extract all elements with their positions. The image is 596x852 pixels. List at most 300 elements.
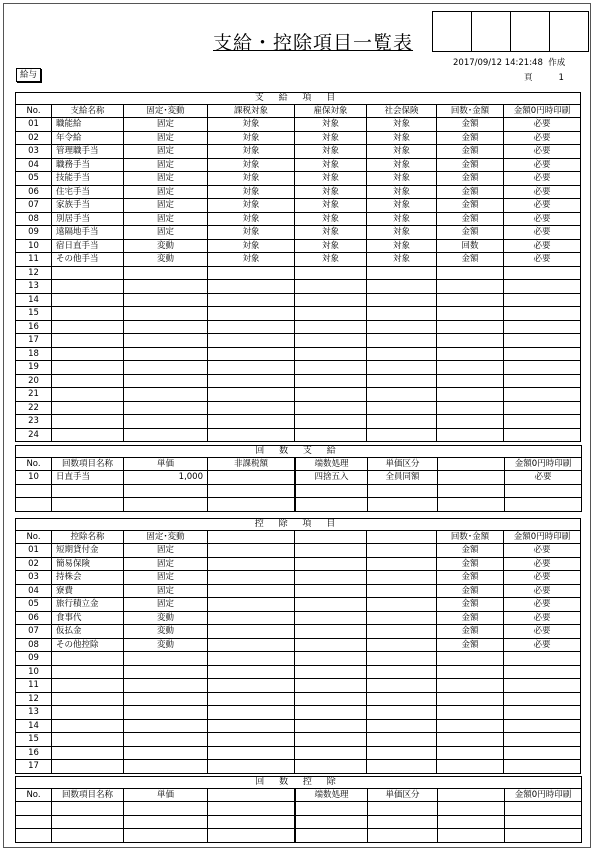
table-cell: 07 <box>16 199 52 213</box>
approval-stamp-boxes <box>432 11 589 52</box>
table-cell: 対象 <box>208 253 295 267</box>
table-cell: 金額 <box>437 226 504 240</box>
table-cell: 08 <box>16 638 52 652</box>
table-cell <box>295 598 367 612</box>
table-cell <box>504 347 581 361</box>
table-cell <box>52 401 124 415</box>
table-cell: 変動 <box>124 239 208 253</box>
table-cell <box>52 746 124 760</box>
created-datetime: 2017/09/12 14:21:48 <box>453 58 543 68</box>
table-cell <box>505 802 582 816</box>
table-cell <box>504 388 581 402</box>
table-cell <box>367 374 437 388</box>
table-cell <box>52 280 124 294</box>
table-cell: 05 <box>16 172 52 186</box>
table-cell: 04 <box>16 158 52 172</box>
table-cell: 10 <box>16 239 52 253</box>
table-cell <box>437 679 504 693</box>
table-cell: 対象 <box>208 199 295 213</box>
table-cell: 対象 <box>295 185 367 199</box>
table-cell <box>52 706 124 720</box>
table-cell <box>504 334 581 348</box>
table-cell <box>208 484 295 498</box>
table-cell <box>208 638 295 652</box>
table-cell <box>124 428 208 442</box>
table-cell <box>295 280 367 294</box>
table-row <box>16 347 581 361</box>
table-cell: 固定 <box>124 172 208 186</box>
table-row <box>16 158 581 172</box>
column-header: 端数処理 <box>296 788 368 802</box>
table-cell <box>504 415 581 429</box>
table-row <box>16 199 581 213</box>
table-header-row <box>16 788 582 802</box>
table-header-row <box>16 104 581 118</box>
table-cell <box>367 544 437 558</box>
table-row <box>16 611 581 625</box>
table-row <box>16 320 581 334</box>
table-cell <box>367 746 437 760</box>
table-cell <box>295 625 367 639</box>
table-row <box>16 815 582 829</box>
table-cell: 22 <box>16 401 52 415</box>
table-row <box>16 544 581 558</box>
table-cell <box>208 557 295 571</box>
table-cell <box>52 652 124 666</box>
table-cell <box>208 598 295 612</box>
column-header <box>295 530 367 544</box>
table-cell <box>437 652 504 666</box>
table-cell: 10 <box>16 471 52 485</box>
table-cell <box>438 498 505 512</box>
table-cell <box>208 307 295 321</box>
table-cell: 1,000 <box>124 471 208 485</box>
table-cell <box>208 428 295 442</box>
section-caption: 支 給 項 目 <box>16 93 581 105</box>
table-cell <box>295 692 367 706</box>
table-cell <box>504 401 581 415</box>
table-cell <box>437 706 504 720</box>
table-cell <box>16 484 52 498</box>
table-cell: 02 <box>16 131 52 145</box>
table-row <box>16 388 581 402</box>
table-cell <box>124 334 208 348</box>
table-cell <box>208 280 295 294</box>
table-cell: 対象 <box>208 226 295 240</box>
table-row <box>16 145 581 159</box>
table-cell: 対象 <box>208 239 295 253</box>
table-cell <box>367 719 437 733</box>
table-cell: 11 <box>16 679 52 693</box>
table-cell <box>367 280 437 294</box>
table-cell <box>295 401 367 415</box>
table-cell <box>438 471 505 485</box>
table-cell <box>295 746 367 760</box>
table-cell <box>437 293 504 307</box>
table-cell <box>295 611 367 625</box>
table-cell <box>208 401 295 415</box>
table-cell <box>124 320 208 334</box>
column-header: 単価 <box>124 457 208 471</box>
table-cell <box>437 665 504 679</box>
table-cell <box>208 374 295 388</box>
table-cell: 対象 <box>208 118 295 132</box>
table-cell <box>295 320 367 334</box>
table-cell <box>208 498 295 512</box>
table-cell: 金額 <box>437 158 504 172</box>
table-cell: 年令給 <box>52 131 124 145</box>
table-cell: 変動 <box>124 638 208 652</box>
table-cell <box>295 334 367 348</box>
table-cell <box>368 815 438 829</box>
table-cell <box>367 692 437 706</box>
table-cell: 対象 <box>295 253 367 267</box>
table-cell: 日直手当 <box>52 471 124 485</box>
table-cell <box>295 266 367 280</box>
table-cell <box>367 347 437 361</box>
column-header: 単価区分 <box>368 457 438 471</box>
table-cell: 必要 <box>504 638 581 652</box>
table-cell <box>368 484 438 498</box>
table-cell <box>52 266 124 280</box>
column-header: 支給名称 <box>52 104 124 118</box>
table-cell <box>504 293 581 307</box>
table-cell: 14 <box>16 719 52 733</box>
table-cell <box>208 611 295 625</box>
table-row <box>16 239 581 253</box>
table-cell: 対象 <box>367 158 437 172</box>
column-header: 固定･変動 <box>124 530 208 544</box>
table-cell: 管理職手当 <box>52 145 124 159</box>
table-row <box>16 638 581 652</box>
table-cell <box>437 361 504 375</box>
table-cell: 対象 <box>295 226 367 240</box>
deduction-items-table <box>15 518 581 774</box>
table-cell <box>504 760 581 774</box>
column-header: 金額0円時印刷 <box>505 788 582 802</box>
table-cell <box>437 692 504 706</box>
table-cell: 金額 <box>437 131 504 145</box>
table-cell <box>504 719 581 733</box>
table-cell: 対象 <box>208 131 295 145</box>
table-cell: 必要 <box>504 571 581 585</box>
table-cell <box>367 679 437 693</box>
table-cell: 必要 <box>504 625 581 639</box>
table-cell <box>295 706 367 720</box>
table-cell: 18 <box>16 347 52 361</box>
column-header <box>438 457 505 471</box>
table-row <box>16 131 581 145</box>
table-cell <box>208 415 295 429</box>
table-cell: 金額 <box>437 253 504 267</box>
table-cell: 変動 <box>124 253 208 267</box>
table-cell <box>52 733 124 747</box>
table-header-row <box>16 457 582 471</box>
table-cell <box>52 760 124 774</box>
table-cell <box>208 266 295 280</box>
payment-count-table <box>15 445 582 512</box>
table-cell <box>208 347 295 361</box>
table-cell: 対象 <box>295 158 367 172</box>
table-cell: 対象 <box>295 131 367 145</box>
table-cell <box>124 733 208 747</box>
table-cell: 住宅手当 <box>52 185 124 199</box>
table-cell <box>367 334 437 348</box>
table-row <box>16 172 581 186</box>
table-cell: 家族手当 <box>52 199 124 213</box>
table-cell <box>295 347 367 361</box>
table-cell <box>367 557 437 571</box>
table-row <box>16 598 581 612</box>
table-cell <box>437 334 504 348</box>
table-cell <box>437 746 504 760</box>
table-cell: 必要 <box>504 598 581 612</box>
table-cell <box>367 307 437 321</box>
table-cell: 対象 <box>295 145 367 159</box>
table-cell <box>295 719 367 733</box>
table-cell: 16 <box>16 320 52 334</box>
table-cell: 対象 <box>295 118 367 132</box>
table-cell: 四捨五入 <box>296 471 368 485</box>
table-cell <box>52 428 124 442</box>
table-cell <box>438 802 505 816</box>
table-cell <box>505 498 582 512</box>
table-cell: 仮払金 <box>52 625 124 639</box>
table-cell: 17 <box>16 334 52 348</box>
table-cell: 対象 <box>367 185 437 199</box>
table-cell: 必要 <box>504 185 581 199</box>
table-cell <box>367 415 437 429</box>
table-cell <box>208 320 295 334</box>
column-header: 控除名称 <box>52 530 124 544</box>
table-cell <box>208 679 295 693</box>
table-cell <box>368 829 438 843</box>
table-cell: 必要 <box>504 199 581 213</box>
table-cell: 07 <box>16 625 52 639</box>
table-header-row <box>16 530 581 544</box>
table-cell: 固定 <box>124 544 208 558</box>
table-cell <box>124 307 208 321</box>
table-cell <box>208 388 295 402</box>
table-cell: 11 <box>16 253 52 267</box>
page-title: 支給・控除項目一覧表 <box>213 32 414 54</box>
table-row <box>16 185 581 199</box>
stamp-box <box>511 12 550 51</box>
table-row <box>16 428 581 442</box>
table-cell: 職務手当 <box>52 158 124 172</box>
table-cell <box>52 815 124 829</box>
table-cell <box>296 815 368 829</box>
table-row <box>16 829 582 843</box>
table-row <box>16 719 581 733</box>
section-caption: 回 数 控 除 <box>16 777 582 789</box>
table-cell <box>504 266 581 280</box>
table-cell <box>124 347 208 361</box>
stamp-box <box>433 12 472 51</box>
column-header: No. <box>16 104 52 118</box>
table-cell <box>367 584 437 598</box>
table-row <box>16 692 581 706</box>
table-cell: 04 <box>16 584 52 598</box>
table-cell <box>52 361 124 375</box>
table-cell: 金額 <box>437 638 504 652</box>
table-cell: 06 <box>16 611 52 625</box>
table-cell <box>367 320 437 334</box>
table-cell <box>124 829 208 843</box>
column-header <box>367 530 437 544</box>
table-cell <box>295 665 367 679</box>
table-row <box>16 802 582 816</box>
column-header: 単価区分 <box>368 788 438 802</box>
table-cell <box>52 347 124 361</box>
table-cell <box>367 388 437 402</box>
table-cell: 08 <box>16 212 52 226</box>
table-cell <box>367 638 437 652</box>
table-cell: 03 <box>16 571 52 585</box>
table-cell <box>296 802 368 816</box>
column-header: 金額0円時印刷 <box>504 530 581 544</box>
table-cell: 12 <box>16 266 52 280</box>
table-cell <box>504 361 581 375</box>
table-cell: 21 <box>16 388 52 402</box>
table-row <box>16 484 582 498</box>
table-cell: 変動 <box>124 625 208 639</box>
table-row <box>16 212 581 226</box>
table-cell <box>124 280 208 294</box>
column-header: 社会保険 <box>367 104 437 118</box>
table-cell: 対象 <box>208 185 295 199</box>
table-cell <box>504 280 581 294</box>
table-cell: 01 <box>16 118 52 132</box>
table-cell <box>52 719 124 733</box>
table-cell: 02 <box>16 557 52 571</box>
table-cell <box>208 802 295 816</box>
table-cell <box>505 829 582 843</box>
table-cell <box>504 746 581 760</box>
table-cell <box>208 544 295 558</box>
table-cell: 金額 <box>437 212 504 226</box>
column-header <box>208 788 295 802</box>
table-row <box>16 665 581 679</box>
table-cell: 必要 <box>504 544 581 558</box>
table-cell: 食事代 <box>52 611 124 625</box>
table-cell <box>52 388 124 402</box>
table-cell <box>368 498 438 512</box>
column-header: No. <box>16 530 52 544</box>
table-cell: 短期貸付金 <box>52 544 124 558</box>
table-cell: 固定 <box>124 131 208 145</box>
table-cell <box>124 415 208 429</box>
column-header: 金額0円時印刷 <box>504 104 581 118</box>
table-cell <box>504 733 581 747</box>
table-cell: 回数 <box>437 239 504 253</box>
table-cell <box>504 665 581 679</box>
table-cell: 対象 <box>367 226 437 240</box>
table-cell: 金額 <box>437 571 504 585</box>
table-cell <box>208 746 295 760</box>
table-cell: 対象 <box>295 199 367 213</box>
table-cell <box>124 665 208 679</box>
table-cell <box>208 706 295 720</box>
table-cell <box>124 401 208 415</box>
table-cell <box>124 746 208 760</box>
payment-items-table <box>15 92 581 442</box>
table-row <box>16 307 581 321</box>
table-cell: 20 <box>16 374 52 388</box>
table-cell <box>295 584 367 598</box>
table-row <box>16 679 581 693</box>
table-cell: 宿日直手当 <box>52 239 124 253</box>
table-cell: 対象 <box>367 199 437 213</box>
column-header: 回数･金額 <box>437 104 504 118</box>
table-cell: 必要 <box>504 172 581 186</box>
table-cell <box>437 415 504 429</box>
table-cell <box>124 293 208 307</box>
table-cell <box>505 815 582 829</box>
table-cell <box>295 415 367 429</box>
table-cell <box>16 498 52 512</box>
table-cell <box>367 428 437 442</box>
table-cell: 17 <box>16 760 52 774</box>
table-cell <box>438 815 505 829</box>
table-cell <box>367 625 437 639</box>
table-cell: 遠隔地手当 <box>52 226 124 240</box>
table-cell <box>295 544 367 558</box>
table-cell <box>52 293 124 307</box>
table-cell: 寮費 <box>52 584 124 598</box>
table-cell <box>124 692 208 706</box>
table-cell <box>295 361 367 375</box>
table-cell: 対象 <box>295 212 367 226</box>
salary-tab[interactable]: 給与 <box>16 68 41 82</box>
table-cell: 金額 <box>437 544 504 558</box>
table-cell: 15 <box>16 733 52 747</box>
table-cell: 固定 <box>124 185 208 199</box>
table-cell <box>208 334 295 348</box>
table-cell: 旅行積立金 <box>52 598 124 612</box>
table-cell: 固定 <box>124 199 208 213</box>
section-caption: 回 数 支 給 <box>16 446 582 458</box>
table-cell: 13 <box>16 280 52 294</box>
table-cell <box>208 733 295 747</box>
table-row <box>16 361 581 375</box>
column-header <box>438 788 505 802</box>
table-cell: 必要 <box>504 131 581 145</box>
table-cell: 必要 <box>504 253 581 267</box>
table-cell: 金額 <box>437 625 504 639</box>
table-row <box>16 584 581 598</box>
table-cell <box>504 428 581 442</box>
table-cell <box>367 361 437 375</box>
table-cell <box>505 484 582 498</box>
table-cell: 対象 <box>208 212 295 226</box>
table-row <box>16 226 581 240</box>
table-cell <box>367 733 437 747</box>
table-cell: 金額 <box>437 598 504 612</box>
table-row <box>16 280 581 294</box>
table-cell <box>124 388 208 402</box>
table-cell: 別居手当 <box>52 212 124 226</box>
table-cell <box>52 415 124 429</box>
table-cell: 固定 <box>124 145 208 159</box>
table-cell: 対象 <box>367 172 437 186</box>
table-cell: 金額 <box>437 118 504 132</box>
table-cell: 19 <box>16 361 52 375</box>
table-cell <box>437 320 504 334</box>
table-row <box>16 625 581 639</box>
table-cell <box>208 665 295 679</box>
table-cell: 技能手当 <box>52 172 124 186</box>
